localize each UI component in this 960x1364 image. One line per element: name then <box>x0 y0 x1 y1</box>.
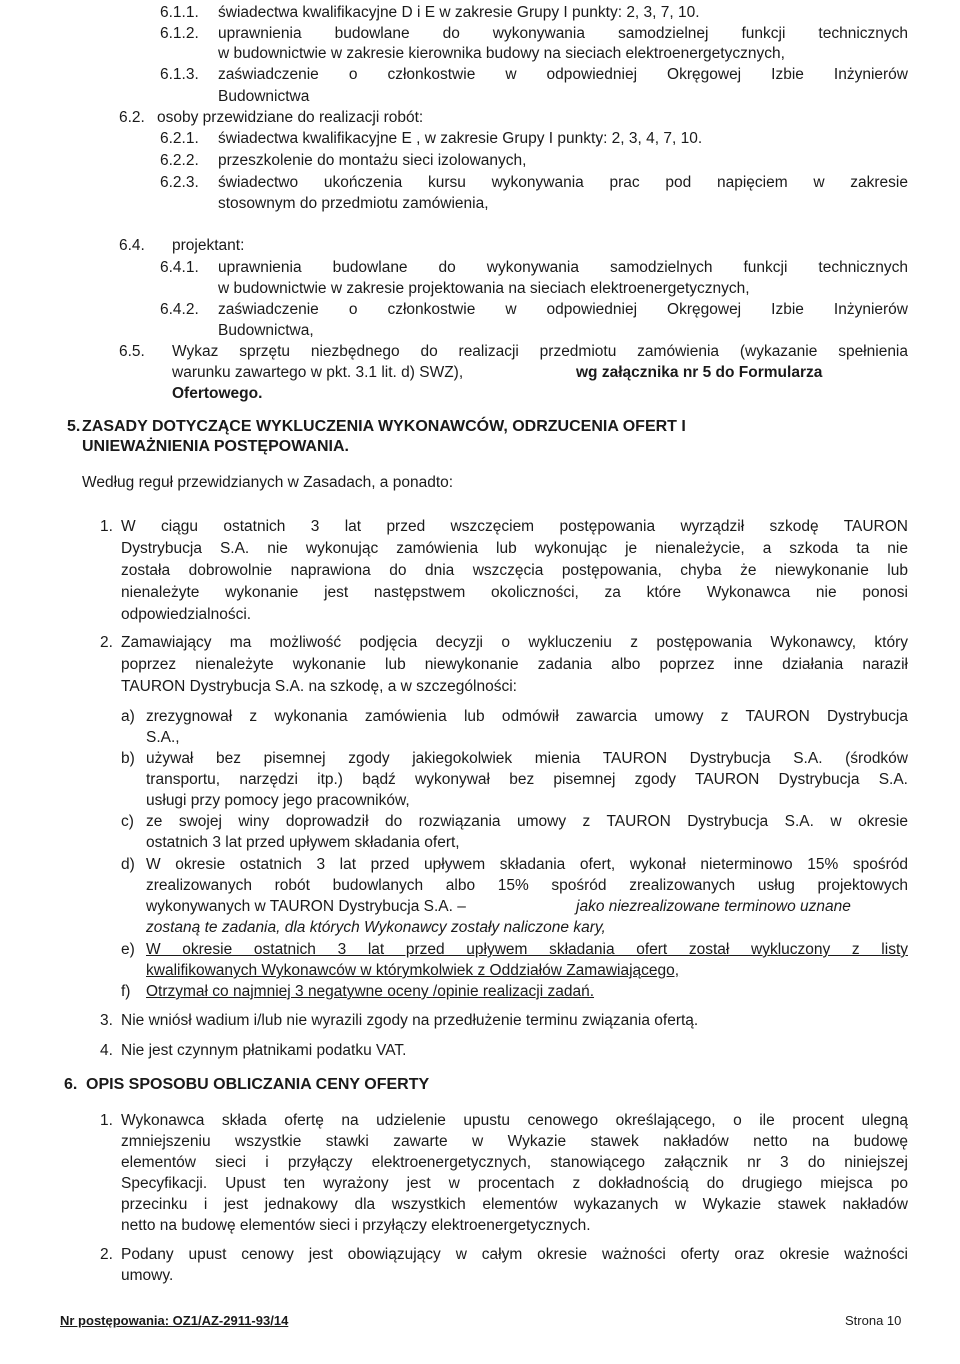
s5-sub-b-line: używał bez pisemnej zgody jakiegokolwiek mienia TAURON Dystrybucja S.A. (środków <box>146 750 908 767</box>
s6-point-1-line: zmniejszeniu wszystkie stawki zawarte w Wykazie stawek nakładów netto na budowę <box>121 1133 908 1150</box>
s5-point-4-number: 4. <box>100 1042 113 1059</box>
s5-sub-d-line: zrealizowanych robót budowlanych albo 15% spośród zrealizowanych usług projektowych <box>146 877 908 894</box>
s5-point-1-line: W ciągu ostatnich 3 lat przed wszczęciem postępowania wyrządził szkodę TAURON <box>121 518 908 535</box>
s5-point-1-line: Dystrybucja S.A. nie wykonując zamówienia lub wykonując je nienależycie, a szkoda ta nie <box>121 540 908 557</box>
s5-sub-e-line: kwalifikowanych Wykonawców w którymkolwiek z Oddziałów Zamawiającego, <box>146 962 680 979</box>
item-6-2-text: osoby przewidziane do realizacji robót: <box>157 109 424 126</box>
s5-sub-f-line: Otrzymał co najmniej 3 negatywne oceny /opinie realizacji zadań. <box>146 983 595 1000</box>
footer-page-number: Strona 10 <box>845 1313 902 1328</box>
s5-sub-a-letter: a) <box>121 708 135 725</box>
s6-point-1-line: Wykonawca składa ofertę na udzielenie upustu cenowego określającego, o ile procent ulegną <box>121 1112 908 1129</box>
s5-sub-d-line: W okresie ostatnich 3 lat przed upływem składania ofert, wykonał nieterminowo 15% spośród <box>146 856 908 873</box>
s6-point-1-line: Specyfikacji. Upust ten wyrażony jest w procentach z dokładnością do drugiego miejsca po <box>121 1175 908 1192</box>
s5-sub-c-letter: c) <box>121 813 134 830</box>
footer-procedure-number: Nr postępowania: OZ1/AZ-2911-93/14 <box>60 1313 289 1328</box>
s5-sub-d-line: wykonywanych w TAURON Dystrybucja S.A. – <box>146 898 466 915</box>
item-6-5-bold-reference: Ofertowego. <box>172 385 263 402</box>
s6-point-1-line: przecinku i jest jednakowy dla wszystkich elementów wykazanych w Wykazie stawek nakładów <box>121 1196 908 1213</box>
item-6-4-2-line: zaświadczenie o członkostwie w odpowiedniej Okręgowej Izbie Inżynierów <box>218 301 908 318</box>
s6-point-1-line: netto na budowę elementów sieci i przyłączy elektroenergetycznych. <box>121 1217 591 1234</box>
s5-sub-b-line: transportu, narzędzi itp.) bądź wykonywał bez pisemnej zgody TAURON Dystrybucja S.A. <box>146 771 908 788</box>
s5-sub-d-italic: zostaną te zadania, dla których Wykonawcy zostały naliczone kary, <box>146 919 606 936</box>
s5-sub-f-letter: f) <box>121 983 131 1000</box>
item-6-4-1-line: uprawnienia budowlane do wykonywania samodzielnych funkcji technicznych <box>218 259 908 276</box>
s6-point-1-line: elementów sieci i przyłączy elektroenergetycznych, stanowiącego załącznik nr 3 do niniejszej <box>121 1154 908 1171</box>
s5-point-2-line: TAURON Dystrybucja S.A. na szkodę, a w szczególności: <box>121 678 517 695</box>
s5-sub-a-line: S.A., <box>146 729 180 746</box>
item-6-1-1-number: 6.1.1. <box>160 4 199 21</box>
item-6-2-3-line: świadectwo ukończenia kursu wykonywania prac pod napięciem w zakresie <box>218 174 908 191</box>
item-6-4-2-number: 6.4.2. <box>160 301 199 318</box>
item-6-2-3-line: stosownym do przedmiotu zamówienia, <box>218 195 489 212</box>
section-6-heading: OPIS SPOSOBU OBLICZANIA CENY OFERTY <box>86 1076 430 1093</box>
s5-sub-c-line: ostatnich 3 lat przed upływem składania ofert, <box>146 834 460 851</box>
item-6-1-1-text: świadectwa kwalifikacyjne D i E w zakresie Grupy I punkty: 2, 3, 7, 10. <box>218 4 700 21</box>
item-6-4-1-line: w budownictwie w zakresie projektowania na sieciach elektroenergetycznych, <box>218 280 750 297</box>
item-6-4-1-number: 6.4.1. <box>160 259 199 276</box>
s6-point-2-number: 2. <box>100 1246 113 1263</box>
s5-point-2-line: poprzez nienależyte wykonanie lub niewykonanie zadania albo poprzez inne działania naraził <box>121 656 908 673</box>
section-6-number: 6. <box>64 1076 78 1093</box>
item-6-2-3-number: 6.2.3. <box>160 174 199 191</box>
item-6-2-1-number: 6.2.1. <box>160 130 199 147</box>
s5-point-4-text: Nie jest czynnym płatnikami podatku VAT. <box>121 1042 407 1059</box>
s6-point-2-line: umowy. <box>121 1267 174 1284</box>
item-6-1-2-line: uprawnienia budowlane do wykonywania samodzielnej funkcji technicznych <box>218 25 908 42</box>
s5-sub-a-line: zrezygnował z wykonania zamówienia lub odmówił zawarcia umowy z TAURON Dystrybucja <box>146 708 908 725</box>
s5-point-1-line: odpowiedzialności. <box>121 606 252 623</box>
s6-point-2-line: Podany upust cenowy jest obowiązujący w całym okresie ważności oferty oraz okresie ważności <box>121 1246 908 1263</box>
scan-speck <box>937 452 947 456</box>
item-6-2-2-text: przeszkolenie do montażu sieci izolowanych, <box>218 152 527 169</box>
s5-point-2-number: 2. <box>100 634 113 651</box>
s5-point-2-line: Zamawiający ma możliwość podjęcia decyzji o wykluczeniu z postępowania Wykonawcy, który <box>121 634 908 651</box>
item-6-1-3-number: 6.1.3. <box>160 66 199 83</box>
item-6-5-line: warunku zawartego w pkt. 3.1 lit. d) SWZ), <box>172 364 464 381</box>
s5-point-1-line: nienależyte wykonanie jest następstwem okoliczności, za które Wykonawca nie ponosi <box>121 584 908 601</box>
s5-sub-b-line: usługi przy pomocy jego pracowników, <box>146 792 410 809</box>
item-6-1-2-number: 6.1.2. <box>160 25 199 42</box>
s5-sub-c-line: ze swojej winy doprowadził do rozwiązania umowy z TAURON Dystrybucja S.A. w okresie <box>146 813 908 830</box>
item-6-2-2-number: 6.2.2. <box>160 152 199 169</box>
s6-point-1-number: 1. <box>100 1112 113 1129</box>
section-5-heading: UNIEWAŻNIENIA POSTĘPOWANIA. <box>82 438 349 455</box>
item-6-2-1-text: świadectwa kwalifikacyjne E , w zakresie Grupy I punkty: 2, 3, 4, 7, 10. <box>218 130 703 147</box>
s5-sub-e-letter: e) <box>121 941 135 958</box>
item-6-4-number: 6.4. <box>119 237 145 254</box>
s5-sub-e-line: W okresie ostatnich 3 lat przed upływem składania ofert został wykluczony z listy <box>146 941 908 958</box>
s5-point-3-number: 3. <box>100 1012 113 1029</box>
s5-point-3-text: Nie wniósł wadium i/lub nie wyrazili zgody na przedłużenie terminu związania ofertą. <box>121 1012 699 1029</box>
item-6-4-2-line: Budownictwa, <box>218 322 314 339</box>
section-5-intro: Według reguł przewidzianych w Zasadach, a ponadto: <box>82 474 454 491</box>
s5-point-1-number: 1. <box>100 518 113 535</box>
item-6-4-text: projektant: <box>172 237 245 254</box>
item-6-5-number: 6.5. <box>119 343 145 360</box>
item-6-2-number: 6.2. <box>119 109 145 126</box>
section-5-heading: ZASADY DOTYCZĄCE WYKLUCZENIA WYKONAWCÓW, ODRZUCENIA OFERT I <box>82 418 686 435</box>
item-6-5-bold-reference: wg załącznika nr 5 do Formularza <box>576 364 823 381</box>
item-6-1-2-line: w budownictwie w zakresie kierownika budowy na sieciach elektroenergetycznych, <box>218 45 785 62</box>
s5-point-1-line: została dobrowolnie naprawiona do dnia wszczęcia postępowania, chyba że niewykonanie lub <box>121 562 908 579</box>
section-5-number: 5. <box>67 418 81 435</box>
s5-sub-d-italic: jako niezrealizowane terminowo uznane <box>576 898 851 915</box>
s5-sub-b-letter: b) <box>121 750 135 767</box>
item-6-5-line: Wykaz sprzętu niezbędnego do realizacji przedmiotu zamówienia (wykazanie spełnienia <box>172 343 908 360</box>
item-6-1-3-line: Budownictwa <box>218 88 310 105</box>
s5-sub-d-letter: d) <box>121 856 135 873</box>
item-6-1-3-line: zaświadczenie o członkostwie w odpowiedniej Okręgowej Izbie Inżynierów <box>218 66 908 83</box>
